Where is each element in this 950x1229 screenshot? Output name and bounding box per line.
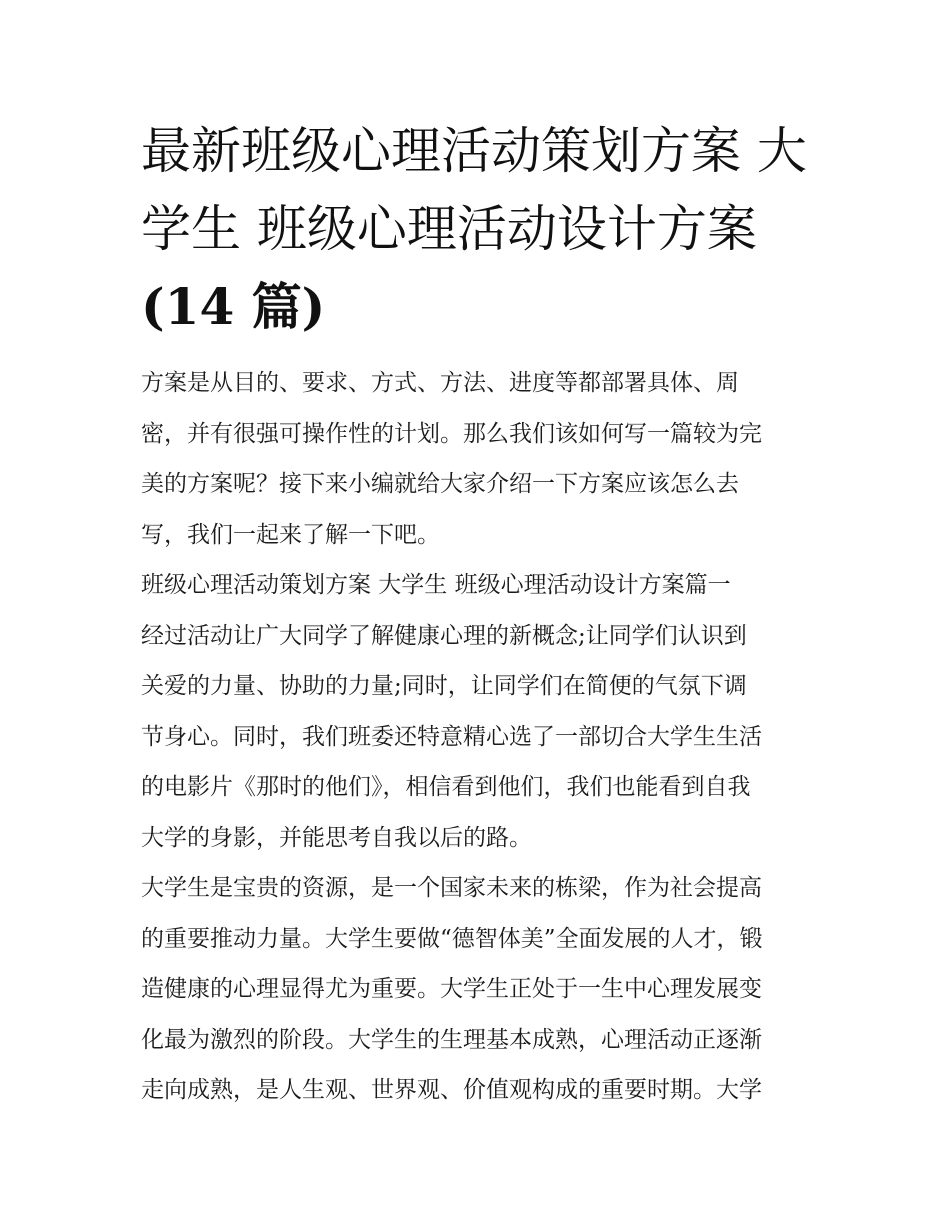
text-line: 经过活动让广大同学了解健康心理的新概念;让同学们认识到 xyxy=(141,622,747,649)
document-page xyxy=(141,112,813,1116)
title-line: 学生 班级心理活动设计方案 xyxy=(141,200,757,258)
document-title xyxy=(141,112,813,346)
section-heading xyxy=(141,560,813,611)
text-line: 写，我们一起来了解一下吧。 xyxy=(141,521,440,548)
text-line: 美的方案呢？接下来小编就给大家介绍一下方案应该怎么去 xyxy=(141,471,739,497)
text-line: 大学的身影，并能思考自我以后的路。 xyxy=(141,824,532,851)
text-line: 造健康的心理显得尤为重要。大学生正处于一生中心理发展变 xyxy=(141,976,762,1002)
text-line: 密，并有很强可操作性的计划。那么我们该如何写一篇较为完 xyxy=(141,420,762,447)
text-line: 化最为激烈的阶段。大学生的生理基本成熟，心理活动正逐渐 xyxy=(141,1026,762,1053)
text-line: 的重要推动力量。大学生要做“德智体美”全面发展的人才，锻 xyxy=(141,925,763,952)
document-body xyxy=(141,358,813,1116)
text-line: 走向成熟，是人生观、世界观、价值观构成的重要时期。大学 xyxy=(141,1077,762,1103)
paragraph-1 xyxy=(141,611,813,864)
text-line: 关爱的力量、协助的力量;同时，让同学们在简便的气氛下调 xyxy=(141,673,747,699)
text-line: 节身心。同时，我们班委还特意精心选了一部切合大学生生活 xyxy=(141,723,762,750)
text-line: 方案是从目的、要求、方式、方法、进度等都部署具体、周 xyxy=(141,370,739,396)
text-line: 大学生是宝贵的资源，是一个国家未来的栋梁，作为社会提高 xyxy=(141,875,762,901)
intro-paragraph xyxy=(141,358,813,560)
title-line: (14 篇) xyxy=(141,277,326,336)
paragraph-2 xyxy=(141,863,813,1116)
text-line: 班级心理活动策划方案 大学生 班级心理活动设计方案篇一 xyxy=(141,572,731,598)
text-line: 的电影片《那时的他们》，相信看到他们，我们也能看到自我 xyxy=(141,774,751,800)
title-line: 最新班级心理活动策划方案 大 xyxy=(141,122,807,180)
